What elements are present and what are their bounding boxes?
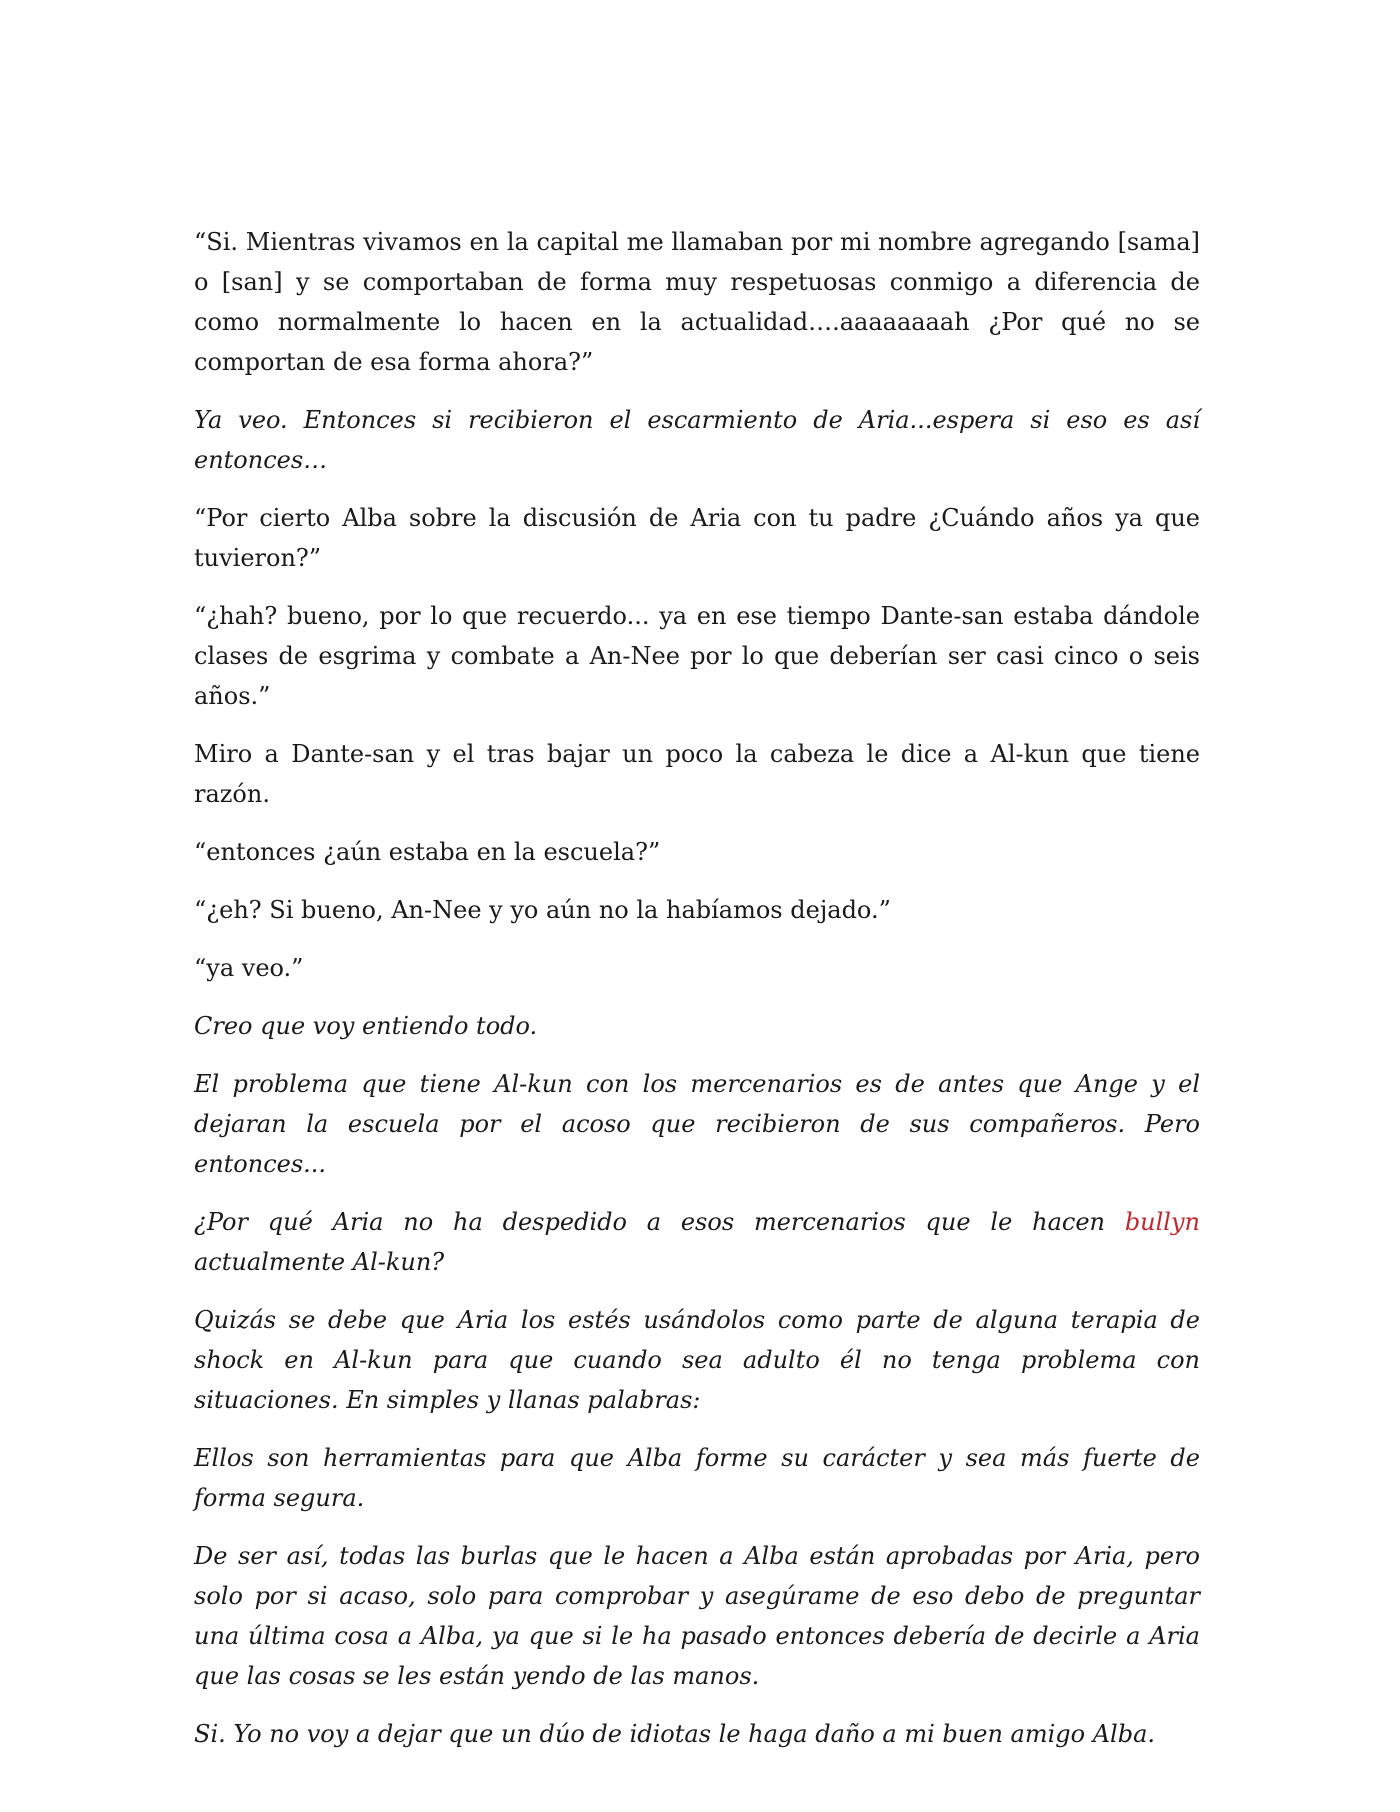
paragraph: “¿hah? bueno, por lo que recuerdo... ya en ese tiempo Dante-san estaba dándole clases de esgrima y combate a An-Nee por lo que deberían ser casi cinco o seis años.”: [194, 602, 1200, 710]
paragraph: Miro a Dante-san y el tras bajar un poco la cabeza le dice a Al-kun que tiene razón.: [194, 740, 1200, 808]
paragraph: [194, 1202, 1200, 1282]
paragraph: “Por cierto Alba sobre la discusión de Aria con tu padre ¿Cuándo años ya que tuvieron?”: [194, 504, 1200, 572]
paragraph-text: actualmente Al-kun?: [194, 1248, 445, 1276]
paragraph: “entonces ¿aún estaba en la escuela?”: [194, 838, 661, 866]
paragraph: “Si. Mientras vivamos en la capital me llamaban por mi nombre agregando [sama] o [san] y se comportaban de forma muy respetuosas conmigo a diferencia de como normalmente lo hacen en la actualidad….aaaaaaaah ¿Por qué no se comportan de esa forma ahora?”: [194, 228, 1200, 376]
paragraph: Creo que voy entiendo todo.: [194, 1012, 538, 1040]
highlighted-word: bullyn: [1124, 1208, 1200, 1236]
paragraph-text: ¿Por qué Aria no ha despedido a esos mercenarios que le hacen: [194, 1208, 1125, 1236]
paragraph: “¿eh? Si bueno, An-Nee y yo aún no la habíamos dejado.”: [194, 896, 891, 924]
paragraph: Si. Yo no voy a dejar que un dúo de idiotas le haga daño a mi buen amigo Alba.: [194, 1720, 1156, 1748]
paragraph: De ser así, todas las burlas que le hacen a Alba están aprobadas por Aria, pero solo por si acaso, solo para comprobar y asegúrame de eso debo de preguntar una última cosa a Alba, ya que si le ha pasado entonces debería de decirle a Aria que las cosas se les están yendo de las manos.: [194, 1542, 1200, 1690]
paragraph: El problema que tiene Al-kun con los mercenarios es de antes que Ange y el dejaran la escuela por el acoso que recibieron de sus compañeros. Pero entonces...: [194, 1070, 1200, 1178]
paragraph: Quizás se debe que Aria los estés usándolos como parte de alguna terapia de shock en Al-kun para que cuando sea adulto él no tenga problema con situaciones. En simples y llanas palabras:: [194, 1306, 1200, 1414]
document-body: [194, 222, 1200, 1772]
paragraph: “ya veo.”: [194, 954, 304, 982]
paragraph: Ellos son herramientas para que Alba forme su carácter y sea más fuerte de forma segura.: [194, 1444, 1200, 1512]
paragraph: Ya veo. Entonces si recibieron el escarmiento de Aria...espera si eso es así entonces…: [194, 406, 1200, 474]
